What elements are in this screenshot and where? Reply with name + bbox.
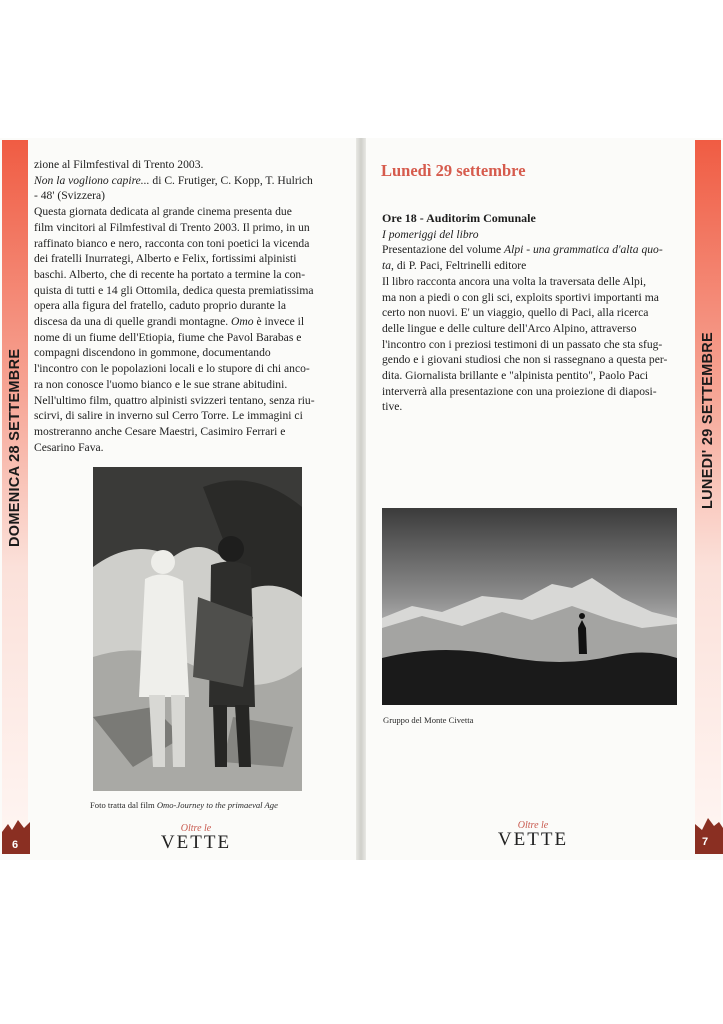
text-line: quista di tutti e 14 gli Ottomila, dedica questa premiatissima <box>34 283 314 297</box>
text-line: - 48' (Svizzera) <box>34 189 105 203</box>
caption-prefix: Foto tratta dal film <box>90 800 157 810</box>
film-title: Omo <box>231 315 254 329</box>
logo-small-text: Oltre le <box>517 820 549 831</box>
text-line: l'incontro con le popolazioni locali e lo stupore di chi anco- <box>34 362 310 376</box>
left-date-band <box>2 140 28 852</box>
text-line <box>382 258 677 274</box>
text-segment: Presentazione del volume <box>382 243 505 257</box>
oltre-le-vette-logo <box>141 824 251 852</box>
monte-civetta-photo <box>382 508 677 705</box>
text-line: Cesarino Fava. <box>34 440 104 454</box>
text-line: ma non a piedi o con gli sci, exploits sportivi importanti ma <box>382 290 659 304</box>
left-photo-caption <box>90 800 278 810</box>
logo-big-text: VETTE <box>160 832 232 853</box>
book-gutter <box>356 138 366 860</box>
right-photo-caption: Gruppo del Monte Civetta <box>383 715 474 725</box>
caption-film-title: Omo-Journey to the primaeval Age <box>156 800 278 810</box>
book-title: Alpi - una grammatica d'alta quo- <box>504 243 663 257</box>
text-line: opera alla figura del fratello, caduto proprio durante la <box>34 299 287 313</box>
text-line <box>382 242 677 258</box>
text-segment: , di P. Paci, Feltrinelli editore <box>391 259 527 273</box>
right-date-band <box>695 140 721 852</box>
page-number: 6 <box>12 839 19 851</box>
text-line: scirvi, di salire in inverno sul Cerro Torre. Le immagini ci <box>34 409 303 423</box>
text-line: delle lingue e delle culture dell'Arco Alpino, attraverso <box>382 321 637 335</box>
logo-big-text: VETTE <box>497 829 569 850</box>
right-band-label: LUNEDI' 29 SETTEMBRE <box>700 331 716 509</box>
text-line: l'incontro con i preziosi testimoni di un passato che sta sfug- <box>382 337 663 351</box>
text-line: Il libro racconta ancora una volta la traversata delle Alpi, <box>382 274 646 288</box>
film-still-photo <box>93 467 302 791</box>
book-title-end: ta <box>382 259 392 273</box>
page-number: 7 <box>702 836 709 848</box>
left-body-text <box>34 157 346 455</box>
text-line: compagni discendono in gommone, documentando <box>34 346 271 360</box>
text-line: certo non nuovi. E' un viaggio, quello di Paci, alla ricerca <box>382 306 649 320</box>
oltre-le-vette-logo <box>478 821 588 849</box>
text-line: Questa giornata dedicata al grande cinema presenta due <box>34 205 292 219</box>
text-line: zione al Filmfestival di Trento 2003. <box>34 158 204 171</box>
film-credits: di C. Frutiger, C. Kopp, T. Hulrich <box>149 173 313 187</box>
text-line: tive. <box>382 400 403 414</box>
text-line: mostreranno anche Cesare Maestri, Casimiro Ferrari e <box>34 424 286 438</box>
left-band-label: DOMENICA 28 SETTEMBRE <box>7 348 23 547</box>
event-time: Ore 18 - Auditorim Comunale <box>382 211 536 225</box>
text-line: dei fratelli Inurrategi, Alberto e Felix, fortissimi alpinisti <box>34 252 297 266</box>
photo-illustration <box>93 467 302 791</box>
logo-small-text: Oltre le <box>180 823 212 834</box>
day-heading: Lunedì 29 settembre <box>381 161 526 180</box>
text-line <box>34 314 346 330</box>
film-title: Non la vogliono capire... <box>34 173 150 187</box>
text-line: ra non conosce l'uomo bianco e le sue strane abitudini. <box>34 377 288 391</box>
text-segment: discesa da una di quelle grandi montagne. <box>34 315 229 329</box>
photo-illustration <box>382 508 677 705</box>
text-line: gendo e i giovani studiosi che non si rassegnano a questa per- <box>382 353 668 367</box>
right-body-text <box>382 211 677 415</box>
text-line: raffinato bianco e nero, racconta con toni poetici la vicenda <box>34 236 310 250</box>
text-line: dita. Giornalista brillante e "alpinista pentito", Paolo Paci <box>382 369 649 383</box>
film-credit-line <box>34 173 346 189</box>
text-line: nome di un fiume dell'Etiopia, fiume che Pavol Barabas e <box>34 330 302 344</box>
text-line: film vincitori al Filmfestival di Trento 2003. Il primo, in un <box>34 220 310 234</box>
text-line: baschi. Alberto, che di recente ha portato a termine la con- <box>34 267 306 281</box>
text-line: Nell'ultimo film, quattro alpinisti svizzeri tentano, senza riu- <box>34 393 315 407</box>
event-series: I pomeriggi del libro <box>382 227 479 241</box>
mountain-decoration <box>695 814 723 854</box>
text-line: interverrà alla presentazione con una proiezione di diaposi- <box>382 384 657 398</box>
text-segment: è invece il <box>253 315 305 329</box>
